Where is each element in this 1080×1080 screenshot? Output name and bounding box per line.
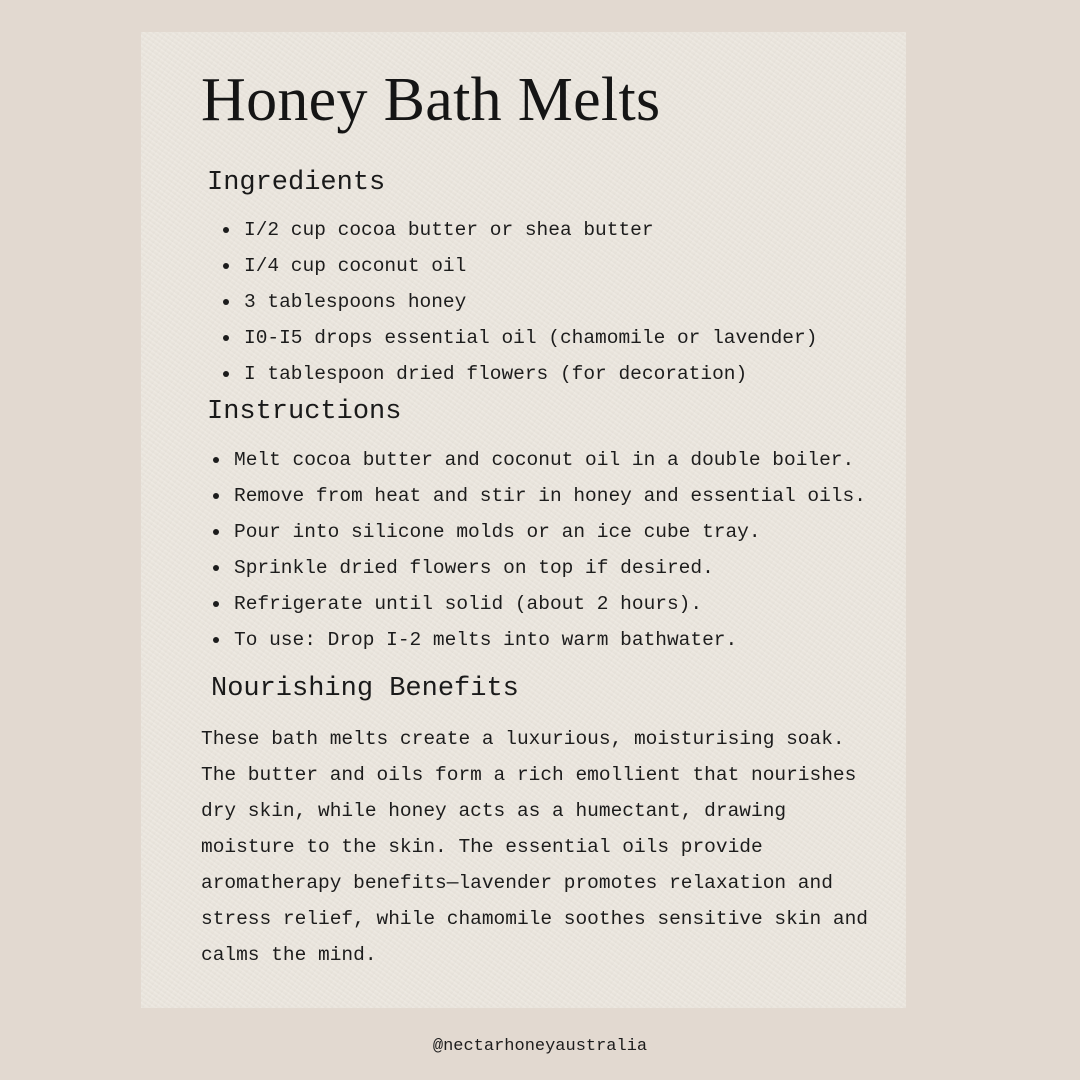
ingredients-list [221,212,817,392]
benefits-heading: Nourishing Benefits [211,674,519,704]
list-item: Remove from heat and stir in honey and essential oils. [211,478,866,514]
list-item: Refrigerate until solid (about 2 hours). [211,586,866,622]
list-item: Melt cocoa butter and coconut oil in a double boiler. [211,442,866,478]
list-item: To use: Drop I-2 melts into warm bathwater. [211,622,866,658]
social-handle: @nectarhoneyaustralia [432,1037,648,1056]
list-item: Sprinkle dried flowers on top if desired. [211,550,866,586]
page-title: Honey Bath Melts [201,66,661,134]
list-item: I tablespoon dried flowers (for decoration) [221,356,817,392]
list-item: Pour into silicone molds or an ice cube tray. [211,514,866,550]
list-item: I0-I5 drops essential oil (chamomile or lavender) [221,320,817,356]
ingredients-heading: Ingredients [207,168,386,198]
list-item: I/4 cup coconut oil [221,248,817,284]
instructions-list [211,442,866,658]
list-item: I/2 cup cocoa butter or shea butter [221,212,817,248]
instructions-heading: Instructions [207,397,402,427]
list-item: 3 tablespoons honey [221,284,817,320]
benefits-text: These bath melts create a luxurious, moisturising soak. The butter and oils form a rich emollient that nourishes dry skin, while honey acts as a humectant, drawing moisture to the skin. The essential oils provide aromatherapy benefits—lavender promotes relaxation and stress relief, while chamomile soothes sensitive skin and calms the mind. [201,728,869,966]
